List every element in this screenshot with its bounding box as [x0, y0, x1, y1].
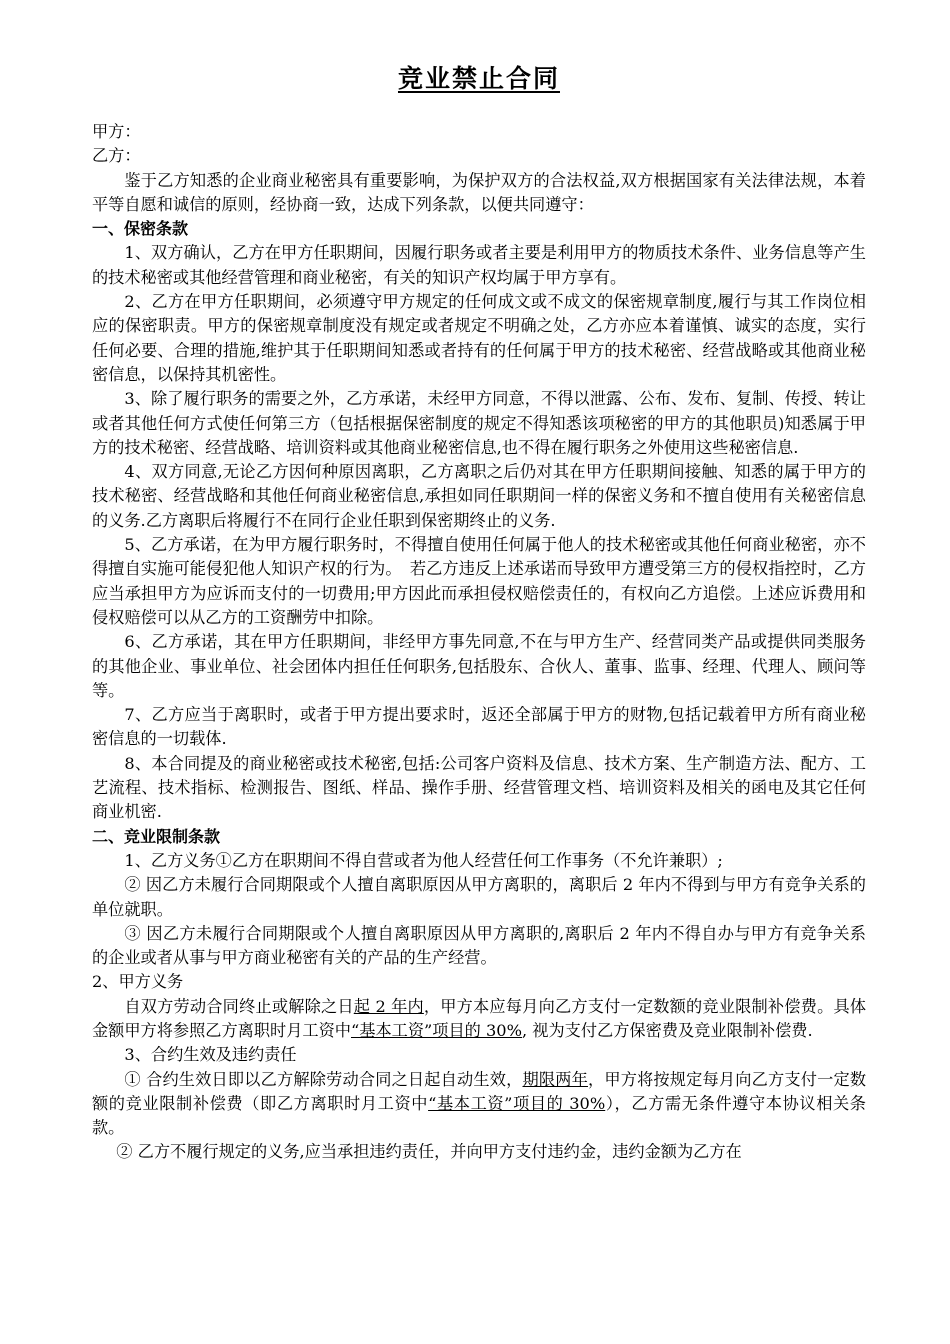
clause-paragraph: 8、本合同提及的商业秘密或技术秘密,包括:公司客户资料及信息、技术方案、生产制造方法、配方、工艺流程、技术指标、检测报告、图纸、样品、操作手册、经营管理文档、培训资料及相关的函电及其它任何商业机密. [92, 753, 866, 822]
clause-paragraph: 6、乙方承诺，其在甲方任职期间，非经甲方事先同意,不在与甲方生产、经营同类产品或提供同类服务的其他企业、事业单位、社会团体内担任任何职务,包括股东、合伙人、董事、监事、经理、代理人、顾问等等。 [92, 632, 866, 700]
clause-paragraph: 1、双方确认，乙方在甲方任职期间，因履行职务或者主要是利用甲方的物质技术条件、业务信息等产生的技术秘密或其他经营管理和商业秘密，有关的知识产权均属于甲方享有。 [92, 243, 866, 287]
clause-paragraph: ③ 因乙方未履行合同期限或个人擅自离职原因从甲方离职的,离职后 2 年内不得自办与甲方有竞争关系的企业或者从事与甲方商业秘密有关的产品的生产经营。 [92, 923, 866, 968]
underlined-term: 起 2 年内 [353, 996, 424, 1016]
section-heading-confidentiality: 一、保密条款 [92, 219, 189, 239]
clause-paragraph [92, 1068, 866, 1141]
clause-paragraph: 3、除了履行职务的需要之外，乙方承诺，未经甲方同意，不得以泄露、公布、发布、复制、传授、转让或者其他任何方式使任何第三方（包括根据保密制度的规定不得知悉该项秘密的甲方的其他职员)知悉属于甲方的技术秘密、经营战略、培训资料或其他商业秘密信息,也不得在履行职务之外使用这些秘密信息. [92, 389, 866, 457]
section-heading-noncompete: 二、竞业限制条款 [92, 826, 221, 846]
subsection-heading-party-a-obligations: 2、甲方义务 [92, 972, 184, 992]
clause-paragraph: ② 乙方不履行规定的义务,应当承担违约责任，并向甲方支付违约金，违约金额为乙方在 [116, 1142, 742, 1162]
document-title: 竞业禁止合同 [397, 64, 560, 93]
underlined-term: “基本工资”项目的 30% [428, 1093, 606, 1113]
underlined-term: “基本工资”项目的 30% [351, 1020, 522, 1040]
text-run: ① 合约生效日即以乙方解除劳动合同之日起自动生效， [124, 1069, 523, 1089]
clause-paragraph: ② 因乙方未履行合同期限或个人擅自离职原因从甲方离职的，离职后 2 年内不得到与甲方有竞争关系的单位就职。 [92, 875, 866, 919]
text-run: ，甲方本应每月向乙方支付一定数额的竞业限制补偿费。具体金额甲方将参照乙方离职时月工资中 [92, 996, 867, 1040]
subsection-heading-effect-liability: 3、合约生效及违约责任 [124, 1045, 297, 1065]
text-run: ，甲方将按规定每月向乙方支付一定数额的竞业限制补偿费（即乙方离职时月工资中 [92, 1069, 867, 1113]
party-a-line: 甲方： [92, 122, 141, 141]
clause-paragraph: 7、乙方应当于离职时，或者于甲方提出要求时，返还全部属于甲方的财物,包括记载着甲方所有商业秘密信息的一切载体. [92, 705, 866, 749]
underlined-term: 期限两年 [522, 1069, 588, 1089]
clause-paragraph: 5、乙方承诺，在为甲方履行职务时，不得擅自使用任何属于他人的技术秘密或其他任何商业秘密，亦不得擅自实施可能侵犯他人知识产权的行为。 若乙方违反上述承诺而导致甲方遭受第三方的侵权指控时，乙方应当承担甲方为应诉而支付的一切费用;甲方因此而承担侵权赔偿责任的，有权向乙方追偿。上述应诉费用和侵权赔偿可以从乙方的工资酬劳中扣除。 [92, 535, 866, 627]
clause-paragraph: 4、双方同意,无论乙方因何种原因离职，乙方离职之后仍对其在甲方任职期间接触、知悉的属于甲方的技术秘密、经营战略和其他任何商业秘密信息,承担如同任职期间一样的保密义务和不擅自使用有关秘密信息的义务.乙方离职后将履行不在同行企业任职到保密期终止的义务. [92, 462, 866, 530]
clause-paragraph [92, 995, 866, 1044]
party-b-line: 乙方： [92, 146, 141, 166]
clause-paragraph: 2、乙方在甲方任职期间，必须遵守甲方规定的任何成文或不成文的保密规章制度,履行与其工作岗位相应的保密职责。甲方的保密规章制度没有规定或者规定不明确之处，乙方亦应本着谨慎、诚实的态度，实行任何必要、合理的措施,维护其于任职期间知悉或者持有的任何属于甲方的技术秘密、经营战略或其他商业秘密信息，以保持其机密性。 [92, 292, 866, 384]
text-run: ），乙方需无条件遵守本协议相关条款。 [92, 1093, 866, 1138]
preamble-paragraph: 鉴于乙方知悉的企业商业秘密具有重要影响，为保护双方的合法权益,双方根据国家有关法律法规，本着平等自愿和诚信的原则，经协商一致，达成下列条款，以便共同遵守： [92, 170, 866, 214]
text-run: 自双方劳动合同终止或解除之日 [124, 996, 354, 1016]
clause-paragraph: 1、乙方义务①乙方在职期间不得自营或者为他人经营任何工作事务（不允许兼职）; [124, 850, 723, 870]
text-run: , 视为支付乙方保密费及竞业限制补偿费. [522, 1020, 813, 1040]
